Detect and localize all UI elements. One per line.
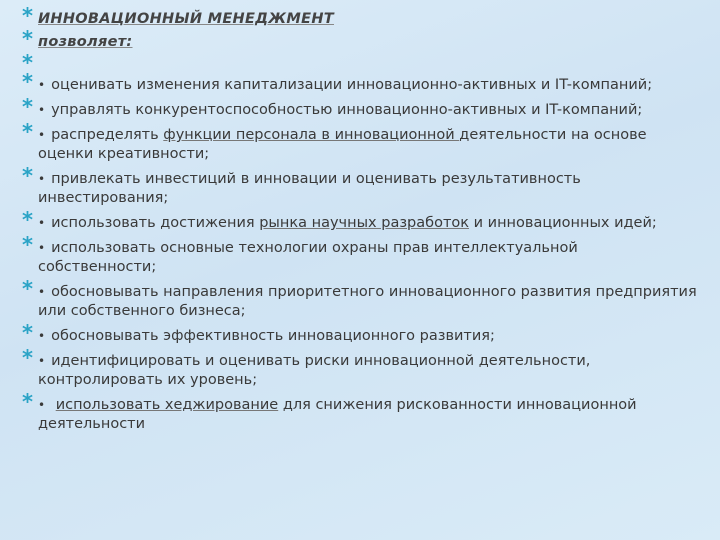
list-item [20, 95, 700, 120]
item-text: привлекать инвестиций в инновации и оценивать результативность инвестирования; [38, 171, 581, 206]
star-bullet-icon: * [22, 390, 33, 414]
dot-bullet-icon: • [38, 103, 46, 117]
list-item [20, 321, 700, 346]
item-link[interactable]: функции персонала в инновационной [163, 127, 460, 143]
list-item [20, 164, 700, 208]
dot-bullet-icon: • [38, 241, 46, 255]
item-text: использовать основные технологии охраны прав интеллектуальной собственности; [38, 240, 578, 275]
star-bullet-icon: * [22, 346, 33, 370]
list-item [20, 233, 700, 277]
heading-subtitle: позволяет: [38, 34, 133, 50]
item-text-tail: и инновационных идей; [469, 215, 657, 231]
dot-bullet-icon: • [38, 128, 46, 142]
item-text: распределять [51, 127, 164, 143]
item-text: идентифицировать и оценивать риски инновационной деятельности, контролировать их уровень; [38, 353, 591, 388]
item-text: управлять конкурентоспособностью инновационно-активных и IT-компаний; [51, 102, 643, 118]
star-bullet-icon: * [22, 233, 33, 257]
item-text: использовать достижения [51, 215, 260, 231]
dot-bullet-icon: • [38, 216, 46, 230]
star-bullet-icon: * [22, 51, 33, 75]
dot-bullet-icon: • [38, 329, 46, 343]
list-item [20, 208, 700, 233]
star-bullet-icon: * [22, 27, 34, 51]
heading-line-1 [20, 4, 700, 31]
item-list [20, 70, 700, 434]
item-text: обосновывать эффективность инновационного развития; [51, 328, 495, 344]
star-bullet-icon: * [22, 164, 33, 188]
slide [20, 4, 700, 440]
item-text: обосновывать направления приоритетного инновационного развития предприятия или собственного бизнеса; [38, 284, 697, 319]
dot-bullet-icon: • [38, 398, 46, 412]
dot-bullet-icon: • [38, 354, 46, 368]
star-bullet-icon: * [22, 70, 33, 94]
heading-line-2 [20, 27, 700, 54]
star-bullet-icon: * [22, 208, 33, 232]
item-text: оценивать изменения капитализации инновационно-активных и IT-компаний; [51, 77, 653, 93]
list-item [20, 70, 700, 95]
list-item [20, 277, 700, 321]
dot-bullet-icon: • [38, 172, 46, 186]
item-link[interactable]: использовать хеджирование [55, 397, 279, 413]
item-link[interactable]: рынка научных разработок [259, 215, 470, 231]
dot-bullet-icon: • [38, 78, 46, 92]
empty-line [20, 51, 700, 76]
star-bullet-icon: * [22, 120, 33, 144]
star-bullet-icon: * [22, 4, 34, 28]
list-item [20, 346, 700, 390]
list-item [20, 390, 700, 434]
heading-title: ИННОВАЦИОННЫЙ МЕНЕДЖМЕНТ [38, 11, 334, 27]
star-bullet-icon: * [22, 95, 33, 119]
list-item [20, 120, 700, 164]
item-text-tail: для снижения рискованности инновационной деятельности [38, 397, 637, 432]
dot-bullet-icon: • [38, 285, 46, 299]
item-text-tail: деятельности на основе оценки креативности; [38, 127, 647, 162]
star-bullet-icon: * [22, 321, 33, 345]
star-bullet-icon: * [22, 277, 33, 301]
